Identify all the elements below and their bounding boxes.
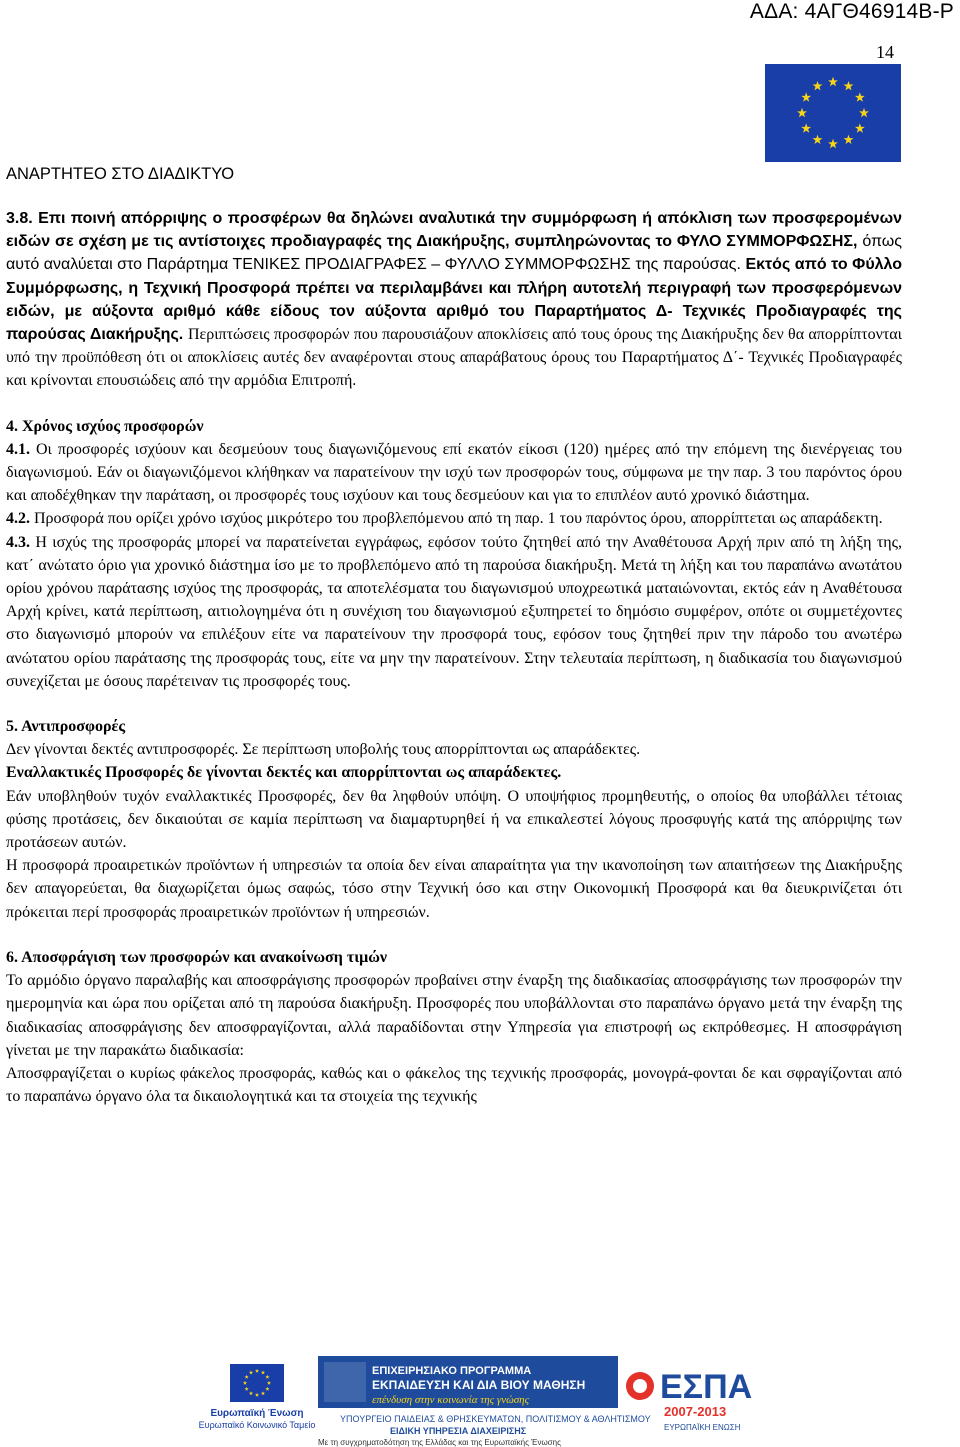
cofund-label: Με τη συγχρηματοδότηση της Ελλάδας και της Ευρωπαϊκής Ένωσης [318,1438,561,1447]
posted-online-label: ΑΝΑΡΤΗΤΕΟ ΣΤΟ ΔΙΑΔΙΚΤΥΟ [6,165,235,183]
paragraph-4-2 [6,507,902,530]
espa-years: 2007-2013 [664,1404,727,1419]
sec38-normal: όπως αυτό αναλύεται στο Παράρτημα ΤΕΝΙΚΕΣ ΠΡΟΔΙΑΓΡΑΦΕΣ – ΦΥΛΛΟ ΣΥΜΜΟΡΦΩΣΗΣ της παρούσας. [6,233,902,274]
eu-flag-small-icon [230,1364,284,1402]
ministry-label: ΥΠΟΥΡΓΕΙΟ ΠΑΙΔΕΙΑΣ & ΘΡΗΣΚΕΥΜΑΤΩΝ, ΠΟΛΙΤΙΣΜΟΥ & ΑΘΛΗΤΙΣΜΟΥ [340,1414,651,1424]
sec38-bold2: Εκτός από το Φύλλο Συμμόρφωσης, η Τεχνική Προσφορά πρέπει να περιλαμβάνει και πλήρη αυτοτελή περιγραφή των προσφερόμενων ειδών, με αύξοντα αριθμό κάθε είδους τον αύξοντα αριθμό του Παραρτήματος Δ- Τεχνικές Προδιαγραφές της παρούσας Διακήρυξης. [6,256,903,344]
p41-text: Οι προσφορές ισχύουν και δεσμεύουν τους διαγωνιζόμενους επί εκατόν είκοσι (120) ημέρες από την επόμενη της διενέργειας του διαγωνισμού. Εάν οι διαγωνιζόμενοι κλήθηκαν να παρατείνουν την ισχύ των προσφορών τους, σύμφωνα με την παρ. 3 του παρόντος όρου και αποδέχθηκαν την παράταση, οι προσφορές τους ισχύουν και τους δεσμεύουν και για το επιπλέον αυτό χρονικό διάστημα. [6,440,903,505]
page-number: 14 [876,42,894,62]
agency-label: ΕΙΔΙΚΗ ΥΠΗΡΕΣΙΑ ΔΙΑΧΕΙΡΙΣΗΣ [390,1426,527,1436]
funding-footer [0,1350,960,1447]
program-line1: ΕΠΙΧΕΙΡΗΣΙΑΚΟ ΠΡΟΓΡΑΜΜΑ [372,1365,532,1377]
document-body [6,207,902,1108]
p42-label: 4.2. [6,510,30,528]
paragraph-4-3 [6,531,902,693]
p41-label: 4.1. [6,440,30,458]
alternative-offers-heading: Εναλλακτικές Προσφορές δε γίνονται δεκτές και απορρίπτονται ως απαράδεκτες. [6,764,562,782]
section-6-heading: 6. Αποσφράγιση των προσφορών και ανακοίνωση τιμών [6,948,388,966]
sec38-rest: Περιπτώσεις προσφορών που παρουσιάζουν αποκλίσεις από τους όρους της Διακήρυξης δεν θα απορρίπτονται υπό την προϋπόθεση ότι οι αποκλίσεις αυτές δεν αναφέρονται στους απαράβατους όρους του Παραρτήματος Δ΄- Τεχνικές Προδιαγραφές και κρίνονται επουσιώδεις από την αρμόδια Επιτροπή. [6,326,902,390]
program-line3: επένδυση στην κοινωνία της γνώσης [372,1394,530,1406]
sec38-bold: 3.8. Επι ποινή απόρριψης ο προσφέρων θα δηλώνει αναλυτικά την συμμόρφωση ή απόκλιση των προσφερομένων ειδών σε σχέση με τις αντίστοιχες προδιαγραφές της Διακήρυξης, συμπληρώνοντας το ΦΥΛΟ ΣΥΜΜΟΡΦΩΣΗΣ, [6,210,902,251]
espa-slogan: ΕΥΡΩΠΑΪΚΗ ΕΝΩΣΗ [664,1423,741,1432]
program-line2: ΕΚΠΑΙΔΕΥΣΗ ΚΑΙ ΔΙΑ ΒΙΟΥ ΜΑΘΗΣΗ [372,1378,586,1392]
espa-text: ΕΣΠΑ [660,1368,753,1406]
section-5-heading: 5. Αντιπροσφορές [6,718,126,736]
p42-text: Προσφορά που ορίζει χρόνο ισχύος μικρότερο του προβλεπόμενου από τη παρ. 1 του παρόντος όρου, απορρίπτεται ως απαράδεκτη. [34,510,883,528]
paragraph-5-line1: Δεν γίνονται δεκτές αντιπροσφορές. Σε περίπτωση υποβολής τους απορρίπτονται ως απαράδεκτες. [6,741,641,759]
ada-code: ΑΔΑ: 4ΑΓΘ46914Β-Ρ [749,0,954,23]
section-3-8 [6,207,902,393]
section-4-heading: 4. Χρόνος ισχύος προσφορών [6,417,204,435]
p43-label: 4.3. [6,533,30,551]
eu-label: Ευρωπαϊκή Ένωση [210,1408,304,1419]
paragraph-4-1 [6,438,902,508]
paragraph-6-2: Αποσφραγίζεται ο κυρίως φάκελος προσφοράς, καθώς και ο φάκελος της τεχνικής προσφοράς, μονογρά-φονται δε και σφραγίζονται από το παραπάνω όργανο όλα τα δικαιολογητικά και τα στοιχεία της τεχνικής [6,1064,902,1106]
eu-fund-label: Ευρωπαϊκό Κοινωνικό Ταμείο [198,1420,316,1430]
p43-text: Η ισχύς της προσφοράς μπορεί να παρατείνεται εγγράφως, εφόσον τούτο ζητηθεί από την Αναθέτουσα Αρχή πριν από τη λήξη της, κατ΄ ανώτατο όριο για χρονικό διάστημα ίσο με το προβλεπόμενο από τη παρούσα διακήρυξη. Μετά τη λήξη και του παραπάνω ανωτάτου ορίου χρόνου παράτασης ισχύος της προσφοράς, τα αποτελέσματα του διαγωνισμού υποχρεωτικά ματαιώνονται, εκτός εάν η Αναθέτουσα Αρχή κρίνει, κατά περίπτωση, αιτιολογημένα ότι η συνέχιση του διαγωνισμού εξυπηρετεί το δημόσιο συμφέρον, οπότε οι συμμετέχοντες στο διαγωνισμό μπορούν να επιλέξουν είτε να παρατείνουν την προσφορά τους, εφόσον τους ζητηθεί πριν την πάροδο του ανωτέρω ανώτατου ορίου παράτασης της προσφοράς τους, είτε να μην την παρατείνουν. Στην τελευταία περίπτωση, η διαδικασία του διαγωνισμού συνεχίζεται με όσους παρέτειναν τις προσφορές τους. [6,533,902,690]
paragraph-6-1: Το αρμόδιο όργανο παραλαβής και αποσφράγισης προσφορών προβαίνει στην έναρξη της διαδικασίας αποσφράγισης των προσφορών την ημερομηνία και ώρα που ορίζεται από τη παρούσα διακήρυξη. Προσφορές που υποβάλλονται στο παραπάνω όργανο μετά την έναρξη της διαδικασίας αποσφράγισης δεν αποσφραγίζονται, αλλά παραδίδονται στην Υπηρεσία για επιστροφή ως εκπρόθεσμες. Η αποσφράγιση γίνεται με την παρακάτω διαδικασία: [6,972,902,1059]
paragraph-optional-products: Η προσφορά προαιρετικών προϊόντων ή υπηρεσιών τα οποία δεν είναι απαραίτητα για την ικανοποίηση των απαιτήσεων της Διακήρυξης δεν απαγορεύεται, θα διαχωρίζεται όμως σαφώς, τόσο στην Τεχνική όσο και στην Οικονομική Προσφορά και θα διευκρινίζεται ότι πρόκειται περί προσφοράς προαιρετικών προϊόντων ή υπηρεσιών. [6,857,902,921]
paragraph-alternative: Εάν υποβληθούν τυχόν εναλλακτικές Προσφορές, δεν θα ληφθούν υπόψη. Ο υποψήφιος προμηθευτής, ο οποίος θα υποβάλλει τέτοιας φύσης προτάσεις, δεν δικαιούται σε καμία περίπτωση να διαμαρτυρηθεί ή να επικαλεστεί λόγους προσφυγής κατά της απόρριψης των προτάσεων αυτών. [6,787,902,852]
eu-flag-icon [765,64,901,162]
